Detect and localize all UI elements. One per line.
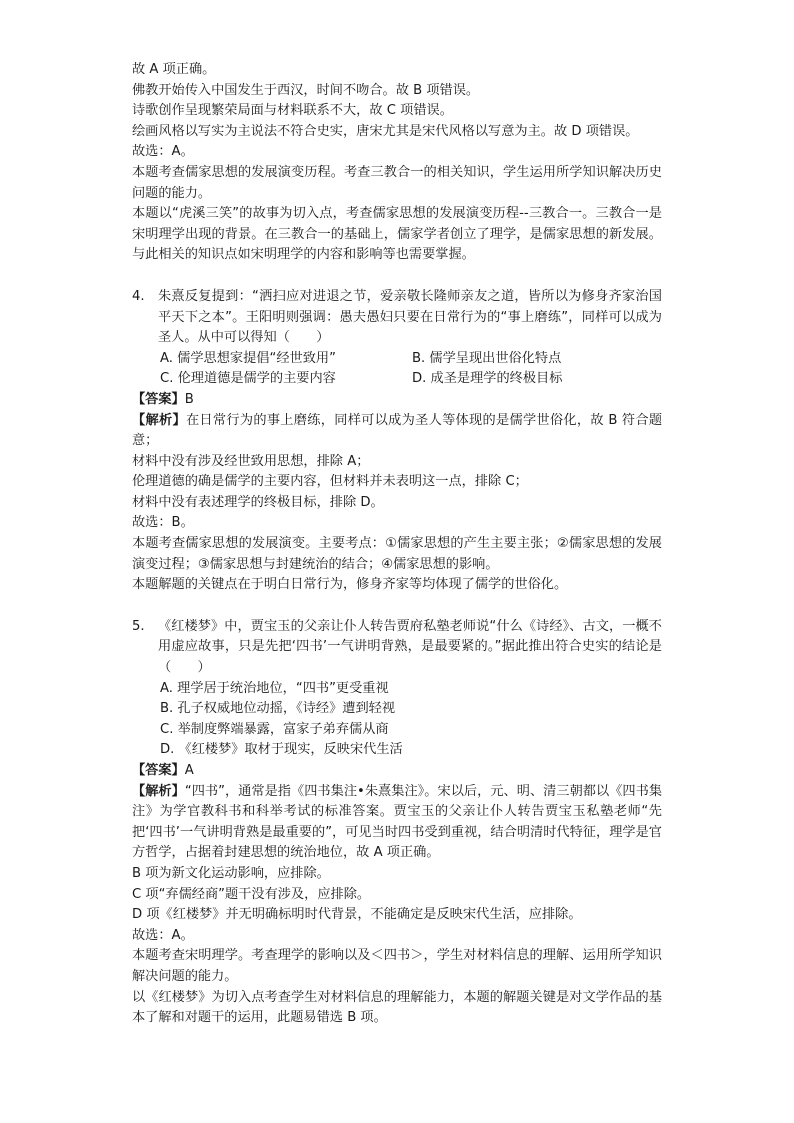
option-c: C. 举制度弊端暴露，富家子弟弃儒从商 bbox=[160, 721, 389, 737]
analysis-line bbox=[132, 411, 662, 452]
question-stem bbox=[132, 617, 662, 679]
question-4 bbox=[132, 287, 662, 596]
paragraph: 故 A 项正确。 bbox=[132, 62, 216, 77]
paragraph: 以《红楼梦》为切入点考查学生对材料信息的理解能力，本题的解题关键是对文学作品的基本了解和对题干的运用，此题易错选 B 项。 bbox=[132, 989, 662, 1026]
question-5 bbox=[132, 617, 662, 1029]
answer-tag: 【答案】 bbox=[132, 391, 185, 407]
analysis-line bbox=[132, 782, 662, 864]
paragraph: 本题以“虎溪三笑”的故事为切入点，考查儒家思想的发展演变历程--三教合一。三教合一是宋明理学出现的背景。在三教合一的基础上，儒家学者创立了理学，是儒家思想的新发展。与此相关的知识点如宋明理学的内容和影响等也需要掌握。 bbox=[132, 206, 662, 263]
paragraph: 材料中没有涉及经世致用思想，排除 A； bbox=[132, 453, 370, 469]
paragraph: 诗歌创作呈现繁荣局面与材料联系不大，故 C 项错误。 bbox=[132, 103, 453, 119]
option-d: D. 成圣是理学的终极目标 bbox=[412, 371, 563, 387]
paragraph: 本题解题的关键点在于明白日常行为，修身齐家等均体现了儒学的世俗化。 bbox=[132, 577, 568, 593]
answer-value: A bbox=[184, 763, 194, 778]
option-a: A. 理学居于统治地位，“四书”更受重视 bbox=[160, 680, 389, 696]
paragraph: 本题考查儒家思想的发展演变历程。考查三教合一的相关知识，学生运用所学知识解决历史问题的能力。 bbox=[132, 164, 662, 201]
options-grid bbox=[132, 349, 662, 390]
answer-line bbox=[132, 390, 662, 411]
paragraph: 故选：A。 bbox=[132, 927, 194, 943]
option-c: C. 伦理道德是儒学的主要内容 bbox=[160, 371, 336, 387]
paragraph: 绘画风格以写实为主说法不符合史实，唐宋尤其是宋代风格以写意为主。故 D 项错误。 bbox=[132, 123, 639, 139]
previous-answer-section bbox=[132, 60, 662, 266]
option-a: A. 儒学思想家提倡“经世致用” bbox=[160, 350, 336, 366]
paragraph: 故选：A。 bbox=[132, 144, 194, 160]
option-b: B. 孔子权威地位动摇，《诗经》遭到轻视 bbox=[160, 701, 396, 717]
answer-line bbox=[132, 761, 662, 782]
paragraph: 本题考查儒家思想的发展演变。主要考点：①儒家思想的产生主要主张；②儒家思想的发展演变过程；③儒家思想与封建统治的结合；④儒家思想的影响。 bbox=[132, 536, 662, 572]
question-number: 4. bbox=[132, 288, 145, 304]
paragraph: 伦理道德的确是儒学的主要内容，但材料并未表明这一点，排除 C； bbox=[132, 474, 528, 490]
option-d: D. 《红楼梦》取材于现实，反映宋代生活 bbox=[160, 742, 403, 758]
paragraph: 本题考查宋明理学。考查理学的影响以及＜四书＞，学生对材料信息的理解、运用所学知识解决问题的能力。 bbox=[132, 948, 662, 984]
analysis-tag: 【解析】 bbox=[132, 783, 185, 799]
question-number: 5. bbox=[132, 618, 145, 634]
question-stem bbox=[132, 287, 662, 349]
analysis-text: 在日常行为的事上磨练，同样可以成为圣人等体现的是儒学世俗化，故 B 符合题意； bbox=[132, 412, 663, 449]
answer-tag: 【答案】 bbox=[132, 763, 185, 778]
paragraph: D 项《红楼梦》并无明确标明时代背景，不能确定是反映宋代生活，应排除。 bbox=[132, 907, 582, 923]
paragraph: 故选：B。 bbox=[132, 515, 194, 531]
analysis-tag: 【解析】 bbox=[132, 412, 186, 428]
analysis-text: “四书”，通常是指《四书集注•朱熹集注》。宋以后，元、明、清三朝都以《四书集注》为学官教科书和科举考试的标准答案。贾宝玉的父亲让仆人转告贾宝玉私塾老师“先把‘四书’一气讲明背熟是最重要的”，可见当时四书受到重视，结合明清时代特征，理学是官方哲学，占据着封建思想的统治地位，故 A 项正确。 bbox=[132, 783, 663, 861]
paragraph: B 项为新文化运动影响，应排除。 bbox=[132, 865, 330, 881]
document-page bbox=[132, 60, 662, 1029]
paragraph: 佛教开始传入中国发生于西汉，时间不吻合。故 B 项错误。 bbox=[132, 82, 480, 98]
paragraph: 材料中没有表述理学的终极目标，排除 D。 bbox=[132, 494, 384, 510]
paragraph: C 项“弃儒经商”题干没有涉及，应排除。 bbox=[132, 886, 371, 902]
question-text: 《红楼梦》中，贾宝玉的父亲让仆人转告贾府私塾老师说“什么《诗经》、古文，一概不用虚应故事，只是先把‘四书’一气讲明背熟，是最要紧的。”据此推出符合史实的结论是（ ） bbox=[158, 618, 662, 676]
answer-value: B bbox=[184, 391, 194, 407]
question-text: 朱熹反复提到：“洒扫应对进退之节，爱亲敬长隆师亲友之道，皆所以为修身齐家治国平天下之本”。王阳明则强调：愚夫愚妇只要在日常行为的“事上磨练”，同样可以成为圣人。从中可以得知（ ） bbox=[158, 288, 662, 346]
option-b: B. 儒学呈现出世俗化特点 bbox=[412, 350, 562, 366]
